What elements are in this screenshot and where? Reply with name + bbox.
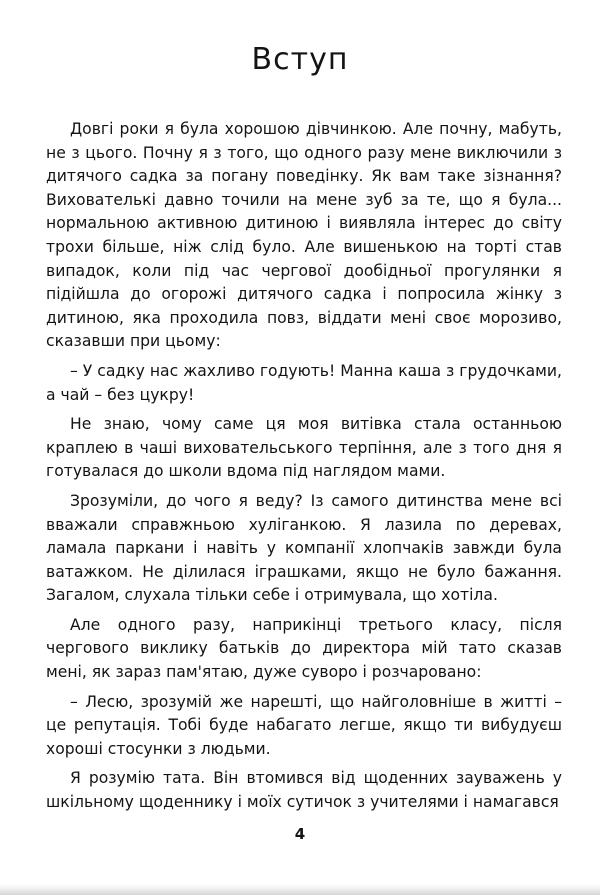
paragraph-4: Зрозуміли, до чого я веду? Із самого дитинства мене всі вважали справжньою хуліганкою. Я лазила по деревах, ламала паркани і навіть у компанії хлопчаків завжди була ватажком. Не ділилася іграшками, якщо не було бажання. Загалом, слухала тільки себе і отримувала, що хотіла.: [46, 491, 562, 605]
paragraph-6: – Лесю, зрозумій же нарешті, що найголовніше в житті – це репутація. Тобі буде набагато легше, якщо ти вибудуєш хороші стосунки з людьми.: [46, 692, 562, 758]
page-number: 4: [294, 825, 306, 843]
chapter-title: Вступ: [251, 42, 349, 77]
page-bottom-edge: [0, 884, 600, 895]
paragraph-5: Але одного разу, наприкінці третього класу, після чергового виклику батьків до директора мій тато сказав мені, як зараз пам'ятаю, дуже суворо і розчаровано:: [46, 615, 562, 682]
paragraph-2: – У садку нас жахливо годують! Манна каша з грудочками, а чай – без цукру!: [46, 361, 562, 404]
paragraph-3: Не знаю, чому саме ця моя витівка стала останньою краплею в чаші виховательського терпіння, але з того дня я готувалася до школи вдома під наглядом мами.: [46, 415, 562, 481]
paragraph-7: Я розумію тата. Він втомився від щоденних зауважень у шкільному щоденнику і моїх сутичок з учителями і намагався: [46, 769, 562, 812]
chapter-body: [46, 118, 562, 821]
paragraph-1: Довгі роки я була хорошою дівчинкою. Але почну, мабуть, не з цього. Почну я з того, що одного разу мене виключили з дитячого садка за погану поведінку. Як вам таке зізнання? Вихователькі давно точили на мене зуб за те, що я була... нормальною активною дитиною і виявляла інтерес до світу трохи більше, ніж слід було. Але вишенькою на торті став випадок, коли під час чергової дообідньої прогулянки я підійшла до огорожі дитячого садка і попросила жінку з дитиною, яка проходила повз, віддати мені своє морозиво, сказавши при цьому:: [46, 120, 562, 351]
